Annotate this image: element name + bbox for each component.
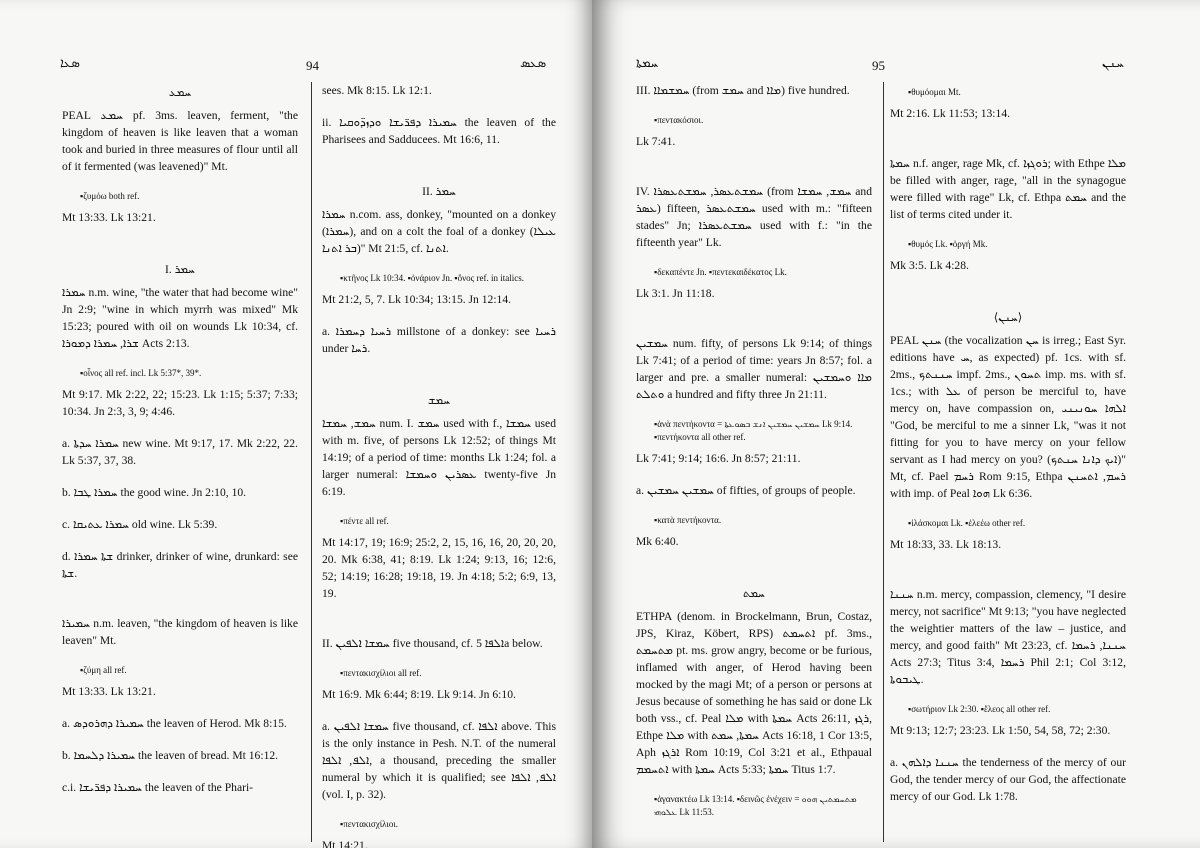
entry-paragraph: Lk 3:1. Jn 11:18. <box>636 287 715 300</box>
entry-paragraph: PEAL ܚܡܥ pf. 3ms. leaven, ferment, "the kingdom of heaven is like leaven that a woman took and buried in three measures of flour until all of it fermented (was leavened)" Mt. <box>62 109 298 173</box>
greek-equivalent-note: ▪ἀνὰ πεντήκοντα = ܚܡܫܝܢ ܚܡܫܝܢ ܐܢܫ ܒܣܘܥܬܐ Lk 9:14. ▪πεντήκοντα all other ref. <box>654 419 853 442</box>
entry-paragraph: c.i. ܚܡܝܪܐ ܕܦܪ̈ܝܫܐ the leaven of the Phari- <box>62 781 254 794</box>
spacer <box>636 317 872 335</box>
spacer <box>890 568 1126 586</box>
entry-paragraph: Mt 16:9. Mk 6:44; 8:19. Lk 9:14. Jn 6:10. <box>322 688 516 701</box>
entry-paragraph: ii. ܚܡܝܪܐ ܕܦܪ̈ܝܫܐ ܘܕܙܕ̈ܘܩܝܐ the leaven of the Pharisees and Sadducees. Mt 16:6, 11. <box>322 116 556 146</box>
entry-paragraph: ܚܡܝܪܐ n.m. leaven, "the kingdom of heaven is like leaven" Mt. <box>62 617 298 647</box>
entry-paragraph: Mt 13:33. Lk 13:21. <box>62 685 156 698</box>
greek-equivalent-note: ▪πεντακισχίλιοι. <box>340 819 398 829</box>
spacer <box>62 597 298 615</box>
page-number: 95 <box>872 58 885 73</box>
column-rule <box>883 82 884 842</box>
greek-equivalent-note: ▪κατὰ πεντήκοντα. <box>654 515 722 525</box>
column-rule <box>311 82 312 842</box>
spacer <box>890 289 1126 307</box>
entry-paragraph: Mt 2:16. Lk 11:53; 13:14. <box>890 107 1011 120</box>
entry-paragraph: d. ܫܬܐ ܚܡܪܐ drinker, drinker of wine, drunkard: see ܫܬܐ. <box>62 550 298 580</box>
entry-paragraph: a. ܪܚܝܐ ܕܚܡܪܐ millstone of a donkey: see ܪܚܝܐ under ܪܚܐ. <box>322 325 556 355</box>
entry-paragraph: Mt 14:21. <box>322 839 368 848</box>
greek-equivalent-note: ▪κτῆνος Lk 10:34. ▪ὀνάριον Jn. ▪ὄνος ref. in italics. <box>340 273 524 283</box>
root-heading: I. ܚܡܪ <box>165 263 195 276</box>
column <box>62 82 298 811</box>
greek-equivalent-note: ▪ζυμόω both ref. <box>80 191 140 201</box>
entry-paragraph: sees. Mk 8:15. Lk 12:1. <box>322 84 432 97</box>
spacer <box>322 617 556 635</box>
entry-paragraph: PEAL ܚܢܢ (the vocalization ܚܢ is irreg.; East Syr. editions have ܚ, as expected) pf. 1cs. with sf. 2ms., ܚܢܢܬܟ impf. 2ms., ܬܚܘܢ imp. ms. with sf. 1cs.; with ܥܠ of person be merciful to, have mercy on, have compassion on, ܐܠܗܐ ܚܘܢܝܢܝ "God, be merciful to me a sinner Lk, "was it not fitting for you to have mercy on your fellow servant as I had mercy on you? (ܐܝܟ ܕܐܢܐ ܚܢܬܟ)" Mt, cf. Pael ܪܚܡ Rom 9:15, Ethpa ܪܚܡ, ܐܬܚܢܢ with imp. of Peal ܗܘܐ Lk 6:36. <box>890 334 1126 500</box>
entry-paragraph: Lk 7:41. <box>636 135 676 148</box>
spacer <box>322 372 556 390</box>
running-head-left: ܚܡܬܐ <box>636 56 659 71</box>
column <box>636 82 872 825</box>
root-heading: II. ܚܡܪ <box>422 185 456 198</box>
entry-paragraph: Mt 18:33, 33. Lk 18:13. <box>890 538 1002 551</box>
greek-equivalent-note: ▪πεντακόσιοι. <box>654 115 704 125</box>
entry-paragraph: Mt 14:17, 19; 16:9; 25:2, 2, 15, 16, 16, 20, 20, 20, 20. Mk 6:38, 41; 8:19. Lk 1:24; 9:13, 16; 12:6, 52; 14:19; 16:28; 19:18, 19. Jn 4:18; 5:2; 6:9, 13, 19. <box>322 536 556 600</box>
page-number: 94 <box>306 58 319 73</box>
root-heading: ⟨ܚܢܢ⟩ <box>993 311 1023 324</box>
entry-paragraph: a. ܚܢܢܐ ܕܐܠܗܢ the tenderness of the mercy of our God, the tender mercy of our God, the affectionate mercy of our God. Lk 1:78. <box>890 756 1126 803</box>
greek-equivalent-note: ▪ἀγανακτέω Lk 13:14. ▪δεινῶς ἐνέχειν = ܡܬܚܡܬܝܢ ܗܘܘ ܥܠܘܗܝ Lk 11:53. <box>654 794 857 817</box>
root-heading: ܚܡܬ <box>743 587 765 600</box>
greek-equivalent-note: ▪δεκαπέντε Jn. ▪πεντεκαιδέκατος Lk. <box>654 267 787 277</box>
greek-equivalent-note: ▪πεντακισχίλιοι all ref. <box>340 668 422 678</box>
greek-equivalent-note: ▪ζύμη all ref. <box>80 665 127 675</box>
root-heading: ܚܡܥ <box>168 86 192 99</box>
greek-equivalent-note: ▪σωτήριον Lk 2:30. ▪ἔλεος all other ref. <box>908 704 1051 714</box>
running-head-left: ܣܥܐ <box>60 56 80 71</box>
spacer <box>62 241 298 259</box>
entry-paragraph: Mk 3:5. Lk 4:28. <box>890 259 969 272</box>
spacer <box>322 163 556 181</box>
greek-equivalent-note: ▪θυμόομαι Mt. <box>908 87 961 97</box>
entry-paragraph: IV. ܚܡܫܬܥܣܪ, ܚܡܫܬܥܣܪܐ (from ܚܡܫ, ܚܡܫܐ and ܥܣܪ) fifteen, ܚܡܫܬܥܣܪ used with m.: "fifteen stades" Jn; ܚܡܫܬܥܣܪܐ used with f.: "in the fifteenth year" Lk. <box>636 185 873 249</box>
entry-paragraph: ܚܢܢܐ n.m. mercy, compassion, clemency, "I desire mercy, not sacrifice" Mt 9:13; "you have neglected the weightier matters of the law – justice, and mercy, and good faith" Mt 23:23, cf. ܚܢܢܐ, ܪܚܡܐ Acts 27:3; Titus 3:4, ܪܚܡܐ Phil 2:1; Col 3:12, ܛܝܒܘܬܐ. <box>890 588 1127 686</box>
entry-paragraph: b. ܚܡܝܪܐ ܕܠܚܡܐ the leaven of bread. Mt 16:12. <box>62 749 279 762</box>
root-heading: ܚܡܫ <box>427 394 451 407</box>
entry-paragraph: c. ܚܡܪܐ ܥܬܝܩܐ old wine. Lk 5:39. <box>62 518 218 531</box>
entry-paragraph: III. ܚܡܫܡܐܐ (from ܚܡܫ and ܡܐܐ) five hundred. <box>636 84 850 97</box>
entry-paragraph: a. ܚܡܫܐ ܐܠܦܝܢ five thousand, cf. ܐܠܦܐ above. This is the only instance in Pesh. N.T. of the numeral ܐܠܦ, ܐܠܦܐ, a thousand, preceding the smaller numeral by which it is qualified; see ܐܠܦ, ܐܠܦܐ (vol. I, p. 32). <box>322 720 557 801</box>
column <box>322 82 556 848</box>
greek-equivalent-note: ▪πέντε all ref. <box>340 516 389 526</box>
entry-paragraph: a. ܚܡܫܝܢ ܚܡܫܝܢ of fifties, of groups of people. <box>636 484 856 497</box>
entry-paragraph: ܚܡܫ, ܚܡܫܐ num. I. ܚܡܫ used with f., ܚܡܫܐ used with m. five, of persons Lk 12:52; of things Mt 14:19; of a period of time: months Lk 1:24; fol. a larger numeral: ܥܣܪܝܢ ܘܚܡܫܐ twenty-five Jn 6:19. <box>322 417 557 498</box>
entry-paragraph: a. ܚܡܝܪܐ ܕܗܪܘܕܣ the leaven of Herod. Mk 8:15. <box>62 717 287 730</box>
spacer <box>636 565 872 583</box>
greek-equivalent-note: ▪οἶνος all ref. incl. Lk 5:37*, 39*. <box>80 368 202 378</box>
entry-paragraph: Mk 6:40. <box>636 535 679 548</box>
left-page <box>0 0 592 848</box>
entry-paragraph: ETHPA (denom. in Brockelmann, Brun, Costaz, JPS, Kiraz, Köbert, RPS) ܐܬܚܡܬ pf. 3ms., ܡܬܚܡܬ pt. ms. grow angry, become or be furious, inflamed with anger, of Herod having been mocked by the magi Mt; of a person or persons at Jesus because of something he has said or done Lk both vss., cf. Peal ܡܠܐ with ܚܡܬܐ Acts 26:11, ܪܓܙ, Ethpe ܡܠܐ with ܚܡܬܐ, ܚܡܬ Acts 16:18, 1 Cor 13:5, Aph ܐܪܓܙ Rom 10:19, Col 3:21 et al., Ethpaual ܐܬܚܡܡ with ܚܡܬܐ Acts 5:33; ܚܡܬܐ Titus 1:7. <box>636 610 872 776</box>
entry-paragraph: II. ܚܡܫܐ ܐܠܦܝܢ five thousand, cf. ܐܠܦܐ 5a below. <box>322 637 543 650</box>
greek-equivalent-note: ▪ἱλάσκομαι Lk. ▪ἐλεέω other ref. <box>908 518 1026 528</box>
spacer <box>636 165 872 183</box>
entry-paragraph: Mt 9:13; 12:7; 23:23. Lk 1:50, 54, 58, 72; 2:30. <box>890 724 1111 737</box>
entry-paragraph: Lk 7:41; 9:14; 16:6. Jn 8:57; 21:11. <box>636 452 801 465</box>
entry-paragraph: ܚܡܪܐ n.com. ass, donkey, "mounted on a donkey (ܚܡܪܐ), and on a colt the foal of a donkey (ܥܝܠܐ ܒܪ ܐܬܢܐ)" Mt 21:5, cf. ܐܬܢܐ. <box>322 208 556 255</box>
spacer <box>890 137 1126 155</box>
running-head-right: ܣܥܣ <box>520 56 547 71</box>
running-head-right: ܚܢܢ <box>1102 56 1124 71</box>
column <box>890 82 1126 820</box>
entry-paragraph: Mt 13:33. Lk 13:21. <box>62 211 156 224</box>
entry-paragraph: b. ܚܡܪܐ ܛܒܐ the good wine. Jn 2:10, 10. <box>62 486 247 499</box>
entry-paragraph: ܚܡܬܐ n.f. anger, rage Mk, cf. ܪܘܓܙܐ; with Ethpe ܡܠܐ be filled with anger, rage, "all in the synagogue were filled with rage" Lk, cf. Ethpa ܚܡܬ and the list of terms cited under it. <box>890 157 1126 221</box>
right-page <box>592 0 1200 848</box>
entry-paragraph: a. ܚܡܪܐ ܚܕܬܐ new wine. Mt 9:17, 17. Mk 2:22, 22. Lk 5:37, 37, 38. <box>62 437 299 467</box>
entry-paragraph: ܚܡܫܝܢ num. fifty, of persons Lk 9:14; of things Lk 7:41; of a period of time: years Jn 8:57; fol. a larger and pre. a smaller numeral: ܡܐܐ ܘܚܡܫܝܢ ܘܬܠܬ a hundred and fifty three Jn 21:11. <box>636 337 872 401</box>
entry-paragraph: ܚܡܪܐ n.m. wine, "the water that had become wine" Jn 2:9; "wine in which myrrh was mixed" Mk 15:23; poured with oil on wounds Lk 10:34, cf. ܫܪܐ, ܚܡܪܐ ܕܡܘܪܐ Acts 2:13. <box>62 286 298 350</box>
entry-paragraph: Mt 21:2, 5, 7. Lk 10:34; 13:15. Jn 12:14. <box>322 293 512 306</box>
entry-paragraph: Mt 9:17. Mk 2:22, 22; 15:23. Lk 1:15; 5:37; 7:33; 10:34. Jn 2:3, 3, 9; 4:46. <box>62 388 298 418</box>
greek-equivalent-note: ▪θυμός Lk. ▪ὀργή Mk. <box>908 239 988 249</box>
